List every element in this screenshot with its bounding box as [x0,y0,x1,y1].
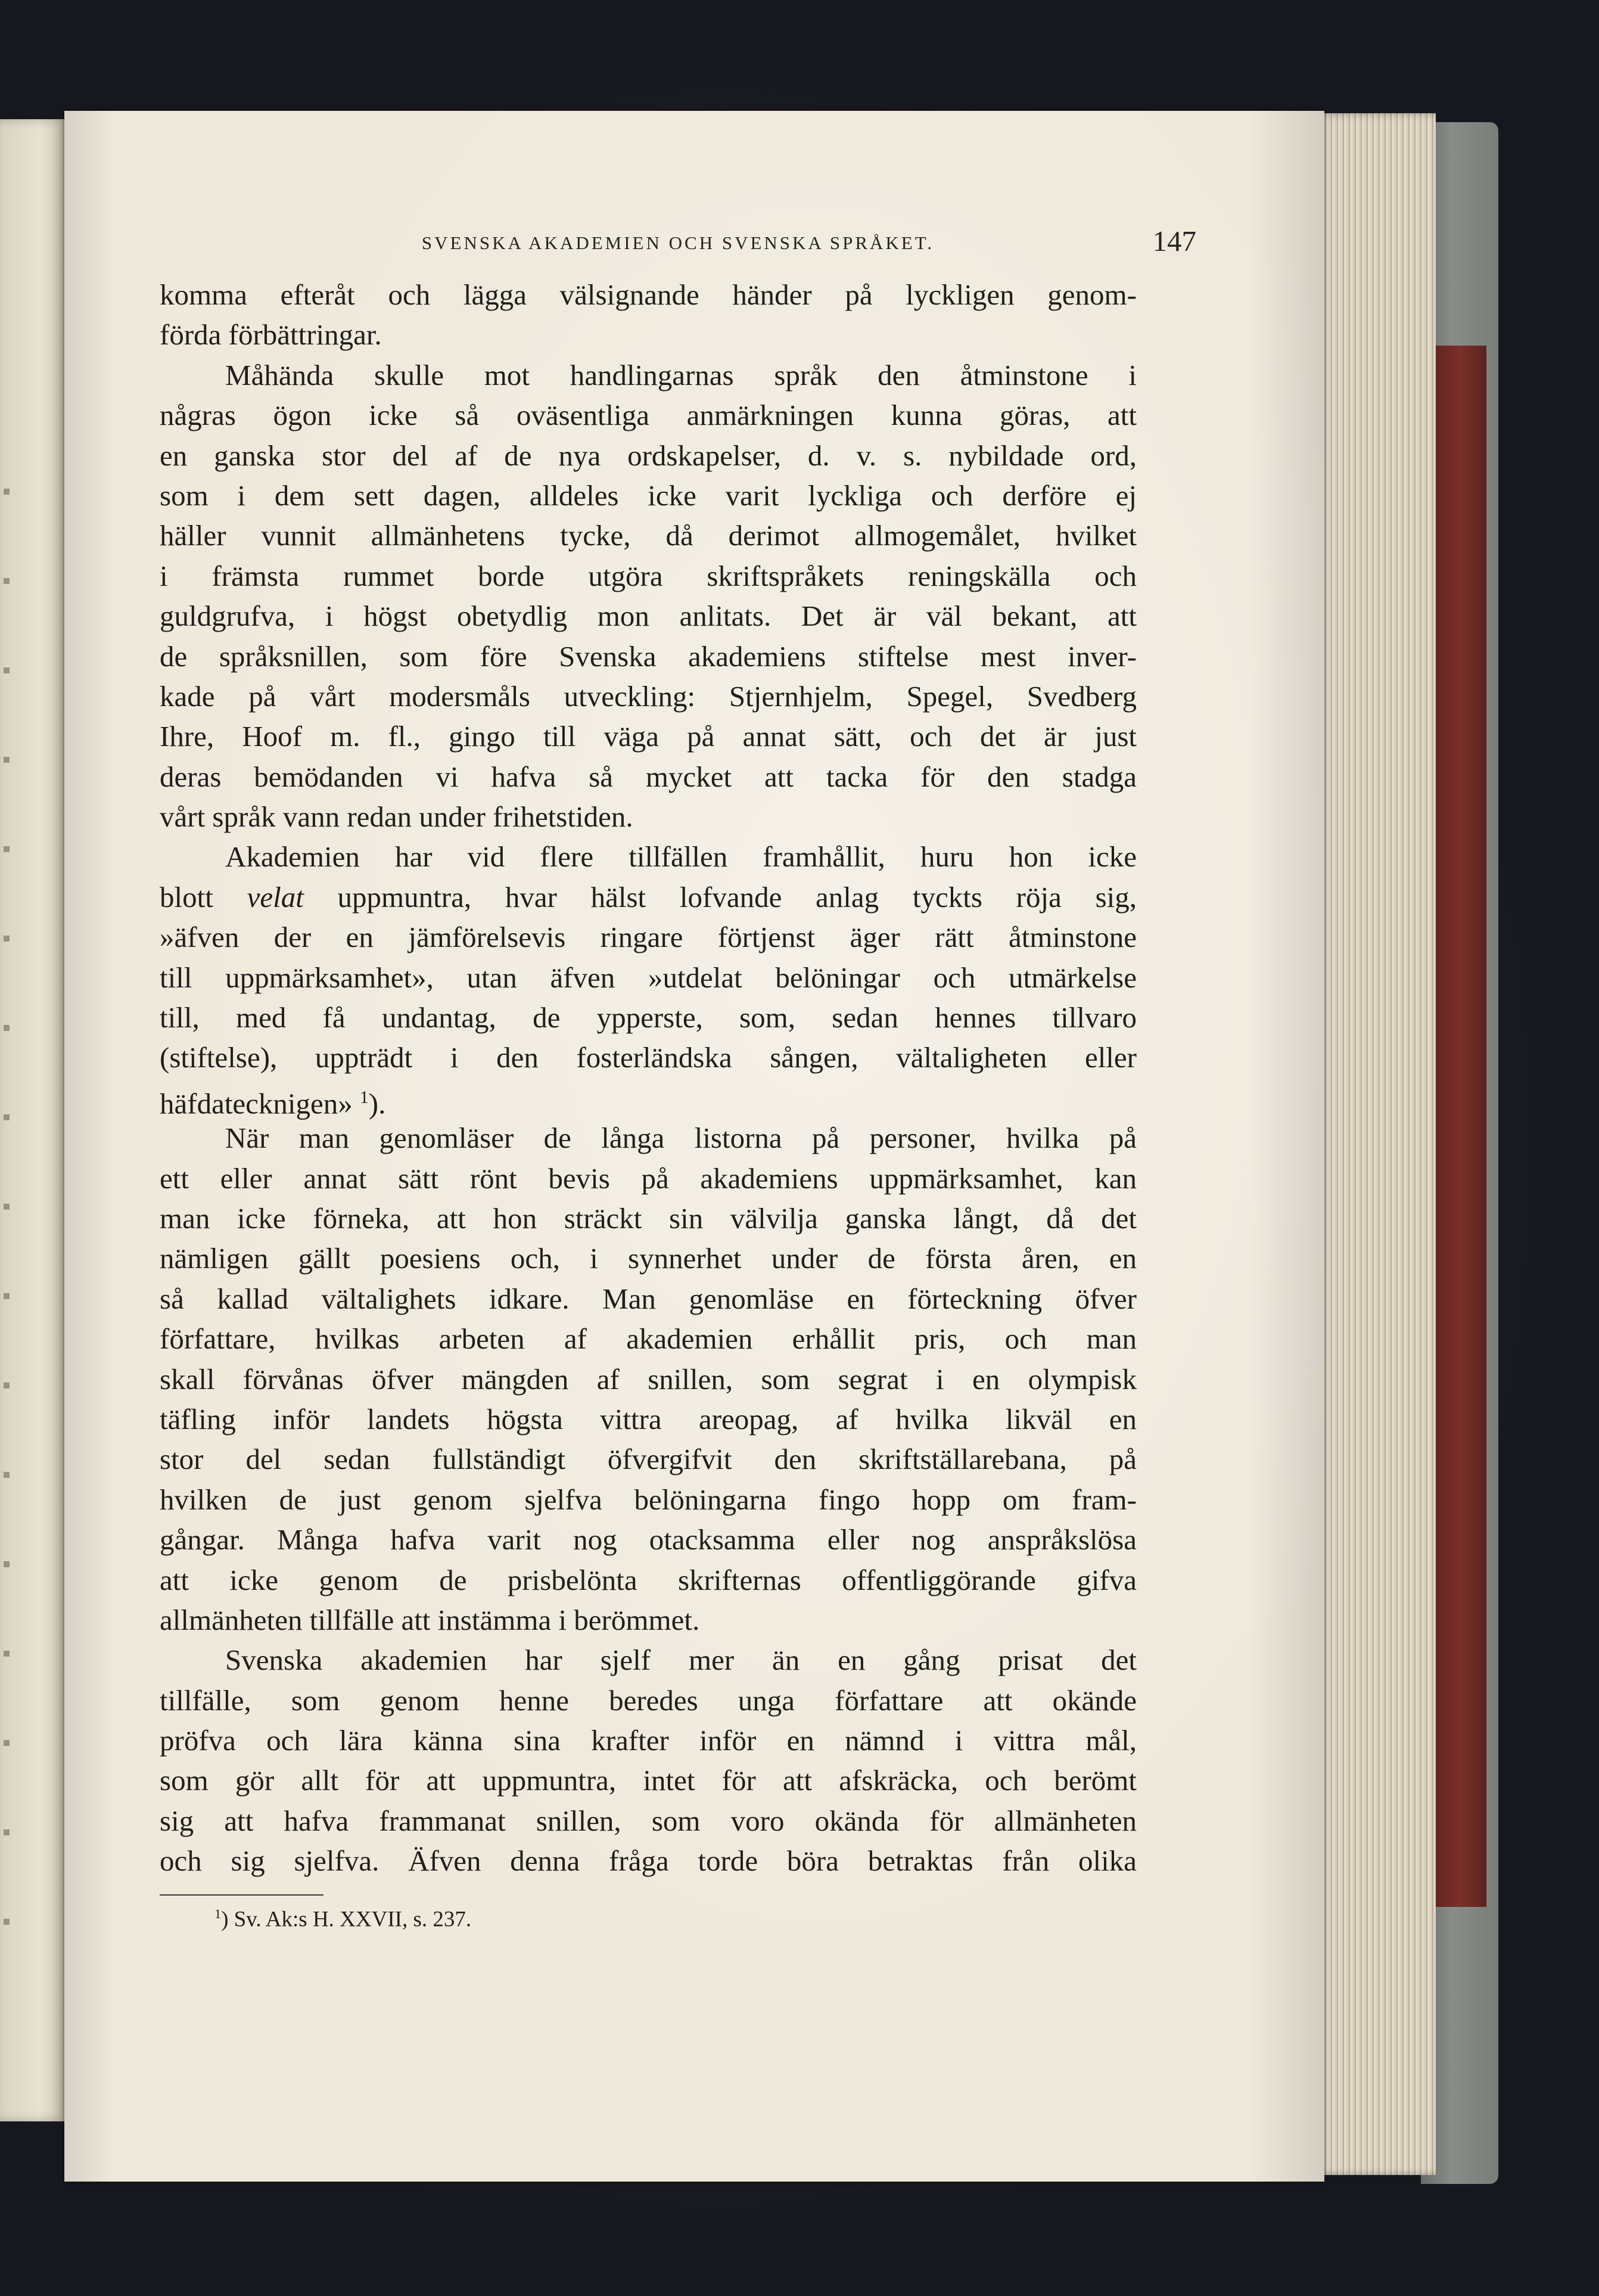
previous-page-edge [0,119,66,2121]
text-line: allmänheten tillfälle att instämma i berömmet. [160,1603,700,1636]
text-line: »äfven der en jämförelsevis ringare förtjenst äger rätt åtminstone [160,921,1137,954]
book-page-edges-red [1433,346,1486,1907]
text-fragment: ). [368,1087,386,1120]
text-fragment: häfdatecknigen» [160,1087,353,1120]
text-line: täfling inför landets högsta vittra areopag, af hvilka likväl en [160,1402,1137,1436]
text-line: pröfva och lära känna sina krafter inför en nämnd i vittra mål, [160,1724,1137,1757]
text-line: de språksnillen, som före Svenska akademiens stiftelse mest inver- [160,639,1137,673]
text-line: en ganska stor del af de nya ordskapelser, d. v. s. nybildade ord, [160,439,1137,472]
text-line: förda förbättringar. [160,318,382,352]
book-page [64,111,1324,2182]
text-fragment: blott [160,880,247,914]
footnote [214,1906,471,1932]
page-number: 147 [1152,225,1196,257]
text-fragment: uppmuntra, hvar hälst lofvande anlag tyckts röja sig, [303,880,1137,914]
text-line: och sig sjelfva. Äfven denna fråga torde böra betraktas från olika [160,1844,1137,1878]
text-line: någras ögon icke så oväsentliga anmärkningen kunna göras, att [160,399,1137,432]
text-line: häller vunnit allmänhetens tycke, då derimot allmogemålet, hvilket [160,519,1137,552]
footnote-reference: 1 [360,1088,369,1107]
text-line: så kallad vältalighets idkare. Man genomläse en förteckning öfver [160,1282,1137,1315]
text-line-with-italic [160,877,1137,917]
text-line: Svenska akademien har sjelf mer än en gång prisat det [225,1643,1137,1677]
text-line: vårt språk vann redan under frihetstiden. [160,800,633,834]
text-line: deras bemödanden vi hafva så mycket att tacka för den stadga [160,760,1137,793]
italic-word: velat [247,880,304,914]
text-line: kade på vårt modersmåls utveckling: Stjernhjelm, Spegel, Svedberg [160,679,1137,713]
text-line: Måhända skulle mot handlingarnas språk den åtminstone i [225,358,1137,392]
text-line: till, med få undantag, de ypperste, som, sedan hennes tillvaro [160,1001,1137,1034]
footnote-text: ) Sv. Ak:s H. XXVII, s. 237. [221,1907,472,1932]
text-line: författare, hvilkas arbeten af akademien erhållit pris, och man [160,1322,1137,1356]
text-line: som gör allt för att uppmuntra, intet för att afskräcka, och berömt [160,1764,1137,1797]
text-line: i främsta rummet borde utgöra skriftspråkets reningskälla och [160,559,1137,592]
text-line-with-note [160,1078,1137,1118]
text-line: att icke genom de prisbelönta skrifternas offentliggörande gifva [160,1563,1137,1596]
text-line: stor del sedan fullständigt öfvergifvit den skriftställarebana, på [160,1443,1137,1476]
text-line: Ihre, Hoof m. fl., gingo till väga på annat sätt, och det är just [160,720,1137,753]
text-line: gångar. Många hafva varit nog otacksamma eller nog anspråkslösa [160,1523,1137,1556]
previous-page-text-fragments [4,405,10,1955]
footnote-marker: 1 [214,1906,222,1921]
text-line: ett eller annat sätt rönt bevis på akademiens uppmärksamhet, kan [160,1161,1137,1195]
text-line: som i dem sett dagen, alldeles icke varit lyckliga och derföre ej [160,479,1137,512]
text-line: man icke förneka, att hon sträckt sin välvilja ganska långt, då det [160,1201,1137,1235]
text-line: komma efteråt och lägga välsignande händer på lyckligen genom- [160,278,1137,311]
body-text [160,275,1137,1881]
text-line: sig att hafva frammanat snillen, som voro okända för allmänheten [160,1804,1137,1837]
text-line: När man genomläser de långa listorna på personer, hvilka på [225,1121,1137,1155]
running-head [160,224,1196,260]
footnote-rule [160,1894,323,1896]
text-line: till uppmärksamhet», utan äfven »utdelat belöningar och utmärkelse [160,961,1137,994]
running-title: SVENSKA AKADEMIEN OCH SVENSKA SPRÅKET. [421,232,935,253]
text-line: hvilken de just genom sjelfva belöningarna fingo hopp om fram- [160,1483,1137,1516]
text-line: tillfälle, som genom henne beredes unga författare att okände [160,1683,1137,1717]
book-leaves [1317,113,1436,2175]
text-line: nämligen gällt poesiens och, i synnerhet under de första åren, en [160,1242,1137,1275]
text-line: (stiftelse), uppträdt i den fosterländska sången, vältaligheten eller [160,1041,1137,1074]
text-line: guldgrufva, i högst obetydlig mon anlitats. Det är väl bekant, att [160,599,1137,633]
text-line: skall förvånas öfver mängden af snillen, som segrat i en olympisk [160,1362,1137,1396]
text-line: Akademien har vid flere tillfällen framhållit, huru hon icke [225,840,1137,874]
